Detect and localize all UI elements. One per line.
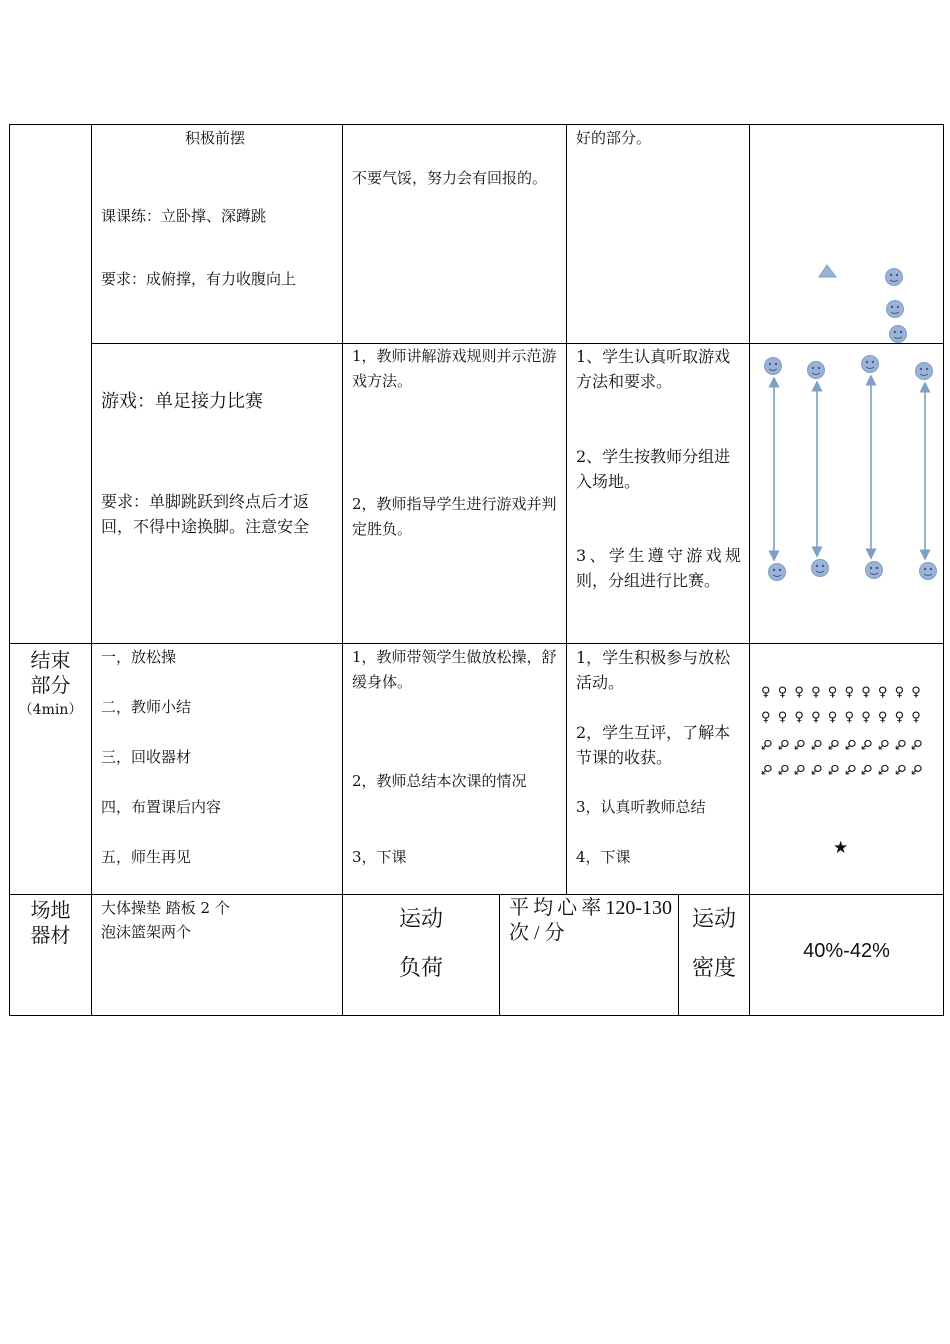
- teacher-star-icon: ★: [833, 838, 849, 858]
- load-label-line: 运动: [398, 907, 443, 932]
- part-label: 结束部分: [30, 648, 71, 697]
- teacher-cell: [343, 644, 567, 895]
- diagram-cell: [750, 344, 944, 644]
- student-line: 好的部分。: [576, 129, 652, 147]
- smiley-icon: [812, 560, 829, 577]
- density-label-cell: [679, 895, 750, 1016]
- female-student-icon: ♀: [794, 710, 804, 725]
- male-student-icon: ♂: [911, 736, 923, 751]
- teacher-line: 1，教师讲解游戏规则并示范游戏方法。: [352, 347, 557, 390]
- student-line: 2、学生按教师分组进入场地。: [576, 447, 731, 491]
- smiley-icon: [890, 326, 907, 343]
- teacher-line: 不要气馁，努力会有回报的。: [352, 169, 548, 187]
- relay-diagram: [750, 344, 944, 643]
- male-student-icon: ♂: [911, 761, 923, 776]
- female-student-icon: ♀: [761, 685, 771, 700]
- teacher-line: 1，教师带领学生做放松操，舒缓身体。: [352, 648, 557, 691]
- student-line: 1、学生认真听取游戏方法和要求。: [576, 347, 731, 391]
- diagram-cell: [750, 125, 944, 344]
- female-student-icon: ♀: [911, 685, 921, 700]
- male-student-icon: ♂: [811, 736, 823, 751]
- part-time: （4min）: [18, 702, 83, 718]
- male-student-icon: ♂: [877, 736, 890, 751]
- male-student-icon: ♂: [827, 736, 840, 751]
- table-row-drill: [10, 125, 944, 344]
- student-cell: [567, 344, 750, 644]
- smiley-icon: [769, 564, 786, 581]
- smiley-icon: [866, 562, 883, 579]
- male-student-icon: ♂: [827, 761, 840, 776]
- diagram-cell: [750, 644, 944, 895]
- female-student-icon: ♀: [877, 710, 888, 725]
- female-student-icon: ♀: [827, 685, 838, 700]
- male-student-icon: ♂: [861, 761, 873, 776]
- male-student-icon: ♂: [811, 761, 823, 776]
- smiley-icon: [808, 362, 825, 379]
- female-student-icon: ♀: [894, 685, 905, 700]
- male-student-icon: ♂: [761, 761, 773, 776]
- content-line: 一，放松操: [101, 648, 177, 666]
- male-student-icon: ♂: [861, 736, 873, 751]
- male-student-icon: ♂: [794, 761, 807, 776]
- student-line: 4，下课: [576, 848, 631, 866]
- density-label-line: 运动: [691, 907, 736, 932]
- male-student-icon: ♂: [761, 736, 773, 751]
- table-row-equipment: [10, 895, 944, 1016]
- part-label-cell: [10, 644, 92, 895]
- part-label-cell: [10, 125, 92, 644]
- content-line: 五，师生再见: [101, 848, 192, 866]
- teacher-triangle-icon: [819, 265, 836, 277]
- female-student-icon: ♀: [861, 710, 871, 725]
- content-cell: [92, 125, 343, 344]
- table-row-closing: [10, 644, 944, 895]
- teacher-cell: [343, 344, 567, 644]
- content-line: 课课练：立卧撑、深蹲跳: [101, 207, 267, 225]
- female-student-icon: ♀: [777, 685, 788, 700]
- heart-rate-cell: [500, 895, 679, 1016]
- density-label-line: 密度: [691, 956, 736, 981]
- lesson-plan-table: [9, 124, 944, 1016]
- load-label-line: 负荷: [398, 956, 443, 981]
- content-cell: [92, 344, 343, 644]
- female-student-icon: ♀: [811, 710, 821, 725]
- male-student-icon: ♂: [777, 736, 790, 751]
- content-cell: [92, 644, 343, 895]
- male-student-icon: ♂: [844, 736, 857, 751]
- smiley-icon: [916, 363, 933, 380]
- student-line: 1，学生积极参与放松活动。: [576, 648, 731, 692]
- game-title: 游戏：单足接力比赛: [101, 391, 263, 412]
- load-label-cell: [343, 895, 500, 1016]
- female-student-icon: ♀: [911, 710, 921, 725]
- density-value-cell: [750, 895, 944, 1016]
- equipment-cell: [92, 895, 343, 1016]
- student-cell: [567, 644, 750, 895]
- smiley-icon: [920, 563, 937, 580]
- male-student-icon: ♂: [844, 761, 857, 776]
- female-student-icon: ♀: [811, 685, 821, 700]
- male-student-icon: ♂: [894, 736, 907, 751]
- male-student-icon: ♂: [794, 736, 807, 751]
- teacher-line: 2，教师指导学生进行游戏并判定胜负。: [352, 495, 557, 538]
- equipment-line: 大体操垫 踏板 2 个: [101, 899, 230, 917]
- content-line: 要求：成俯撑，有力收腹向上: [101, 270, 297, 288]
- student-line: 3、学生遵守游戏规则，分组进行比赛。: [576, 546, 741, 590]
- content-line: 二，教师小结: [101, 698, 192, 716]
- formation-diagram: [750, 125, 944, 343]
- female-student-icon: ♀: [777, 710, 788, 725]
- male-student-icon: ♂: [777, 761, 790, 776]
- female-student-icon: ♀: [827, 710, 838, 725]
- equipment-line: 泡沫篮架两个: [101, 923, 192, 941]
- content-line: 三，回收器材: [101, 748, 192, 766]
- student-cell: [567, 125, 750, 344]
- male-student-icon: ♂: [894, 761, 907, 776]
- teacher-line: 3，下课: [352, 848, 407, 866]
- smiley-icon: [887, 301, 904, 318]
- female-student-icon: ♀: [844, 685, 855, 700]
- equipment-label: 场地器材: [30, 898, 71, 947]
- student-line: 2，学生互评，了解本节课的收获。: [576, 723, 731, 767]
- female-student-icon: ♀: [761, 710, 771, 725]
- equipment-label-cell: [10, 895, 92, 1016]
- female-student-icon: ♀: [894, 710, 905, 725]
- female-student-icon: ♀: [861, 685, 871, 700]
- female-student-icon: ♀: [794, 685, 804, 700]
- content-line: 四，布置课后内容: [101, 798, 222, 816]
- smiley-icon: [886, 269, 903, 286]
- game-requirement: 要求：单脚跳跃到终点后才返回，不得中途换脚。注意安全: [101, 492, 310, 536]
- smiley-icon: [862, 356, 879, 373]
- table-row-game: [10, 344, 944, 644]
- heart-rate: 平均心率120-130 次 / 分: [509, 897, 672, 944]
- student-line: 3，认真听教师总结: [576, 798, 706, 816]
- teacher-line: 2，教师总结本次课的情况: [352, 772, 527, 790]
- content-line: 积极前摆: [185, 129, 246, 147]
- teacher-cell: [343, 125, 567, 344]
- density-value: 40%-42%: [803, 940, 890, 962]
- female-student-icon: ♀: [877, 685, 888, 700]
- smiley-icon: [765, 358, 782, 375]
- female-student-icon: ♀: [844, 710, 855, 725]
- male-student-icon: ♂: [877, 761, 890, 776]
